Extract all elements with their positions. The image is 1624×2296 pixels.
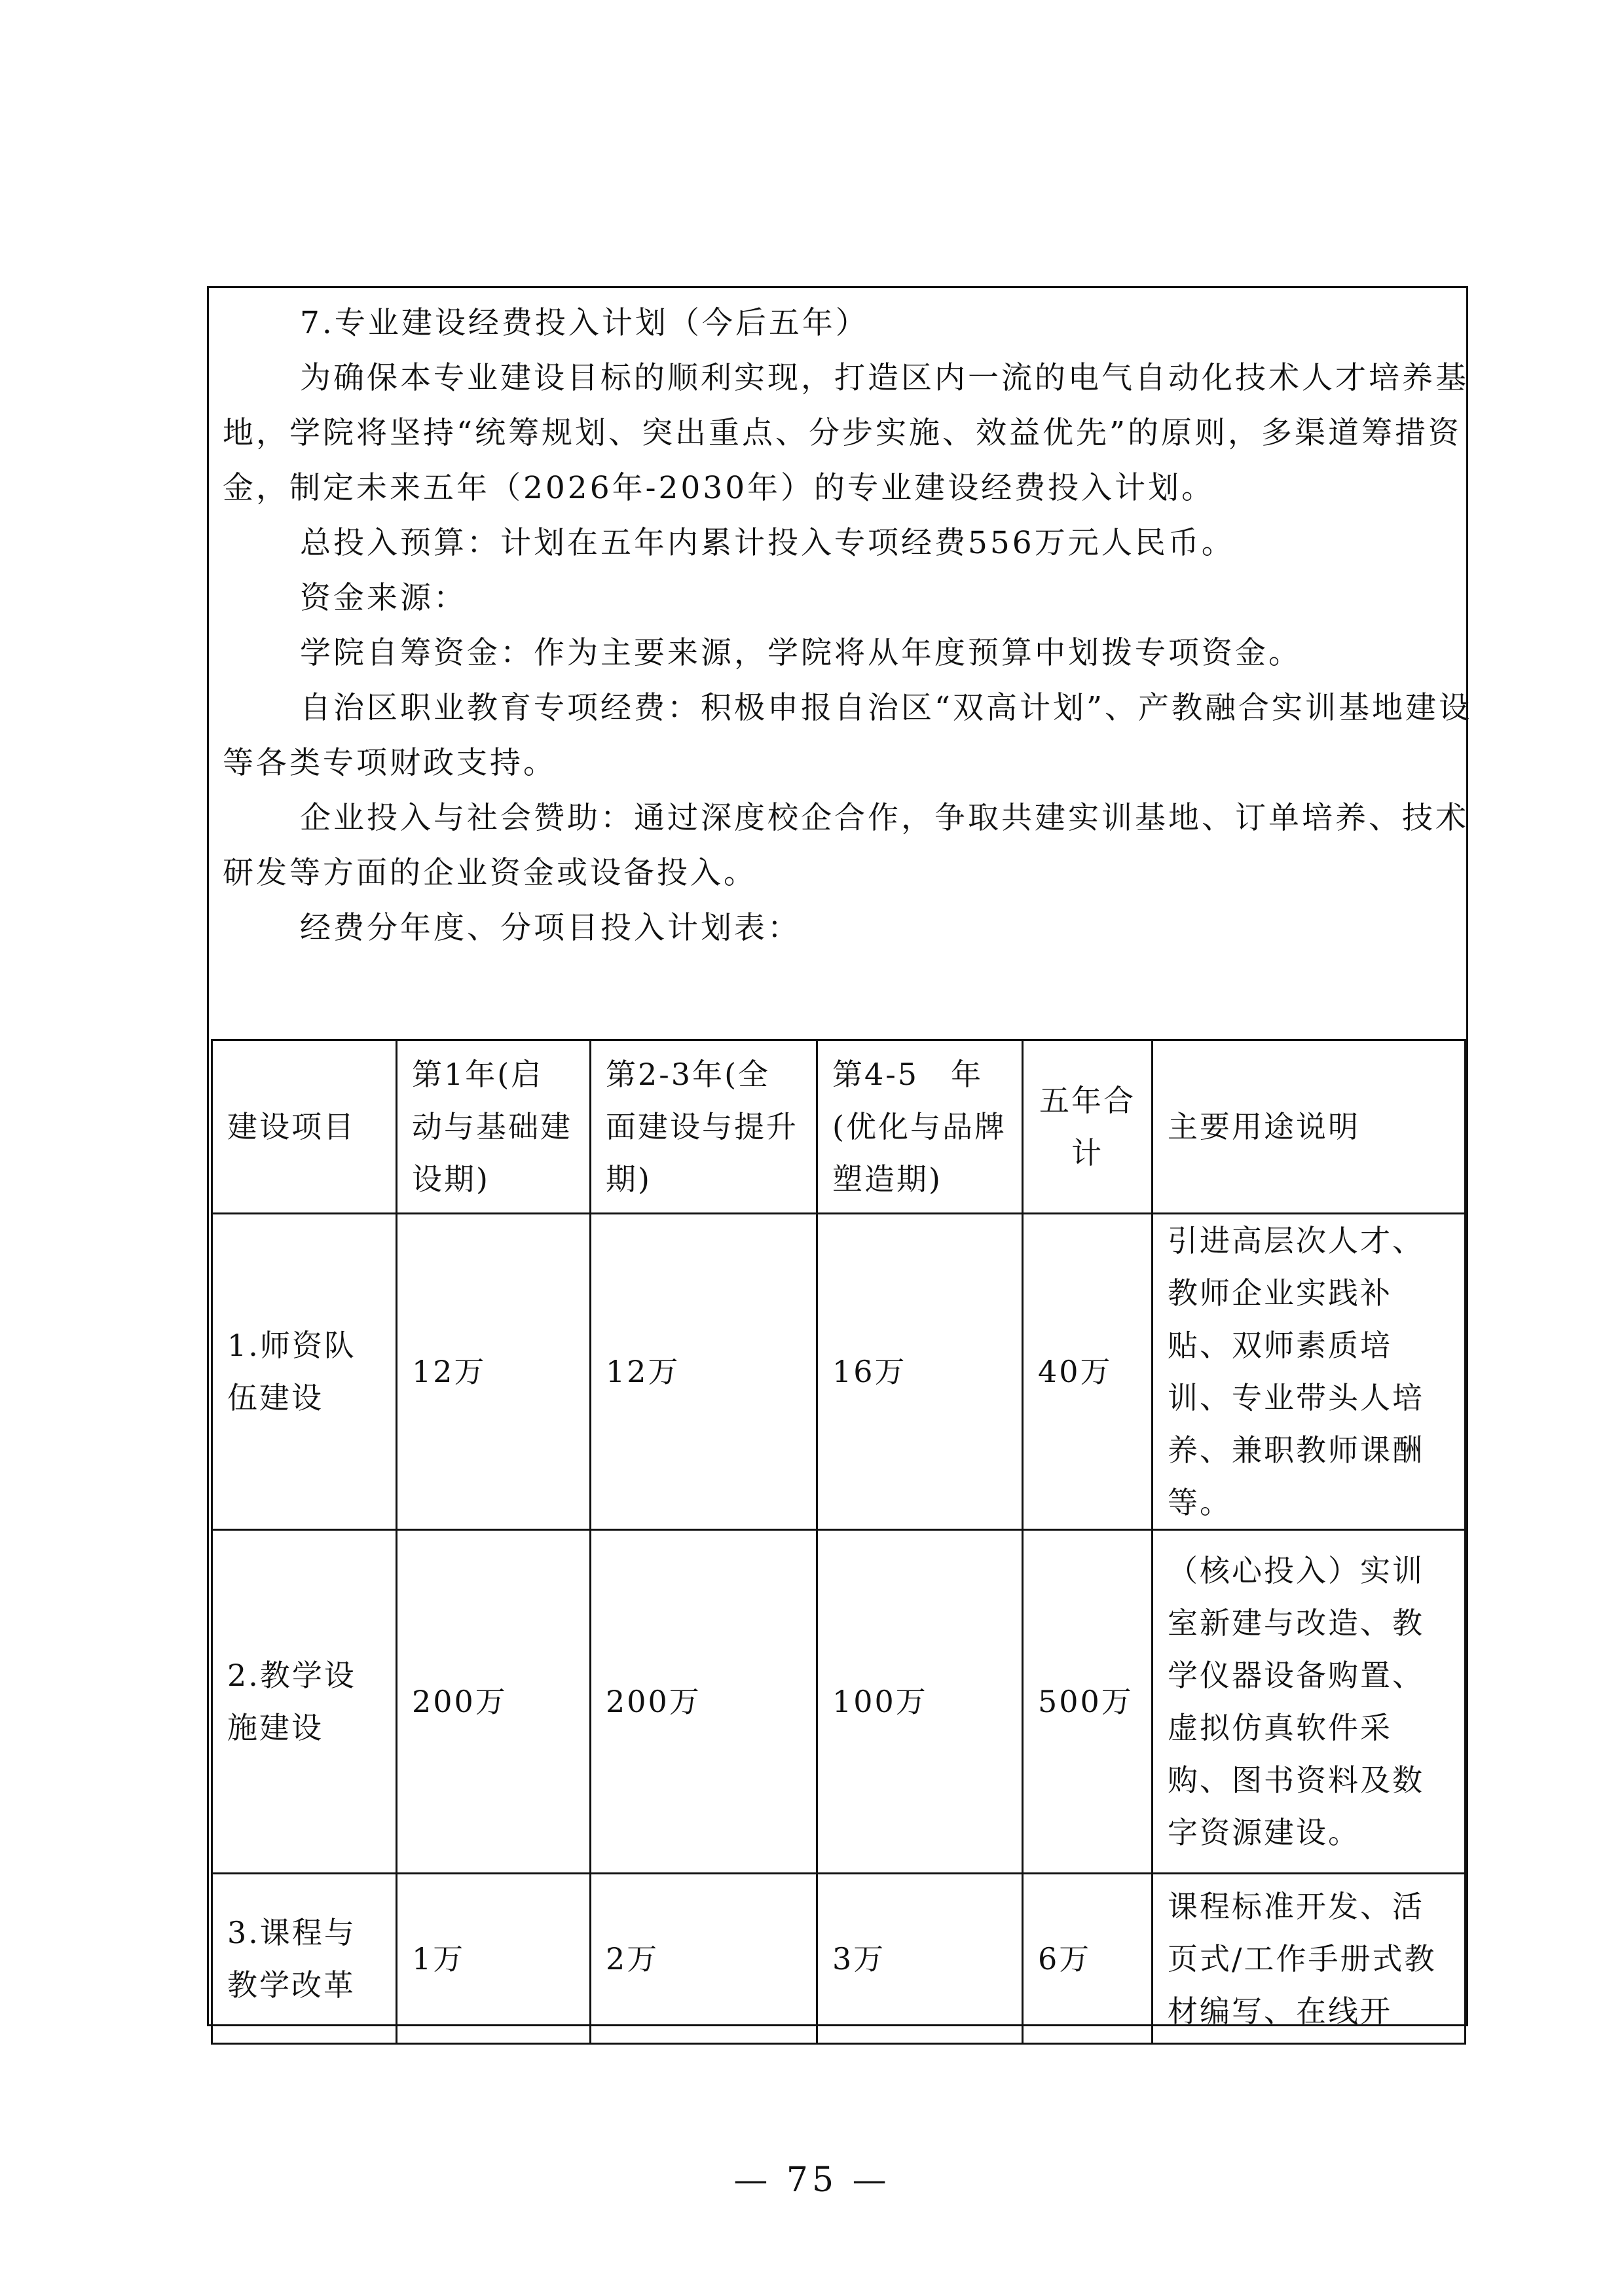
- section-body: [223, 296, 1475, 956]
- table-row: [212, 1214, 1466, 1530]
- cell-total: 6万: [1023, 1874, 1153, 2044]
- header-year1: 第1年(启动与基础建设期): [397, 1040, 591, 1214]
- cell-year1: 1万: [397, 1874, 591, 2044]
- header-year23: 第2-3年(全面建设与提升期): [591, 1040, 817, 1214]
- cell-usage: 课程标准开发、活页式/工作手册式教材编写、在线开: [1153, 1874, 1466, 2044]
- cell-usage: 引进高层次人才、教师企业实践补贴、双师素质培训、专业带头人培养、兼职教师课酬等。: [1153, 1214, 1466, 1530]
- funding-source-region: 自治区职业教育专项经费：积极申报自治区“双高计划”、产教融合实训基地建设等各类专项财政支持。: [223, 690, 1473, 781]
- cell-year23: 2万: [591, 1874, 817, 2044]
- cell-year45: 3万: [817, 1874, 1023, 2044]
- header-item: 建设项目: [212, 1040, 397, 1214]
- header-year45: 第4-5 年(优化与品牌塑造期): [817, 1040, 1023, 1214]
- cell-year45: 100万: [817, 1530, 1023, 1874]
- funding-source-enterprise: 企业投入与社会赞助：通过深度校企合作，争取共建实训基地、订单培养、技术研发等方面的企业资金或设备投入。: [223, 800, 1469, 891]
- cell-total: 500万: [1023, 1530, 1153, 1874]
- cell-year23: 12万: [591, 1214, 817, 1530]
- header-usage: 主要用途说明: [1153, 1040, 1466, 1214]
- cell-item: 1.师资队伍建设: [212, 1214, 397, 1530]
- cell-item: 3.课程与教学改革: [212, 1874, 397, 2044]
- section-heading: 7.专业建设经费投入计划（今后五年）: [300, 305, 869, 341]
- funding-plan-table: [211, 1039, 1466, 2045]
- table-header-row: [212, 1040, 1466, 1214]
- funding-source-heading: 资金来源：: [300, 580, 467, 616]
- cell-total: 40万: [1023, 1214, 1153, 1530]
- cell-year45: 16万: [817, 1214, 1023, 1530]
- funding-source-college: 学院自筹资金：作为主要来源，学院将从年度预算中划拨专项资金。: [300, 635, 1302, 671]
- cell-usage: （核心投入）实训室新建与改造、教学仪器设备购置、虚拟仿真软件采购、图书资料及数字资源建设。: [1153, 1530, 1466, 1874]
- table-row: [212, 1530, 1466, 1874]
- cell-year23: 200万: [591, 1530, 817, 1874]
- budget-paragraph: 总投入预算：计划在五年内累计投入专项经费556万元人民币。: [300, 525, 1235, 561]
- cell-year1: 12万: [397, 1214, 591, 1530]
- table-row: [212, 1874, 1466, 2044]
- header-total: 五年合计: [1023, 1040, 1153, 1214]
- table-caption: 经费分年度、分项目投入计划表：: [300, 910, 801, 946]
- cell-year1: 200万: [397, 1530, 591, 1874]
- intro-paragraph: 为确保本专业建设目标的顺利实现，打造区内一流的电气自动化技术人才培养基地，学院将坚持“统筹规划、突出重点、分步实施、效益优先”的原则，多渠道筹措资金，制定未来五年（2026年-2030年）的专业建设经费投入计划。: [223, 360, 1469, 506]
- cell-item: 2.教学设施建设: [212, 1530, 397, 1874]
- page-number: — 75 —: [733, 2160, 891, 2200]
